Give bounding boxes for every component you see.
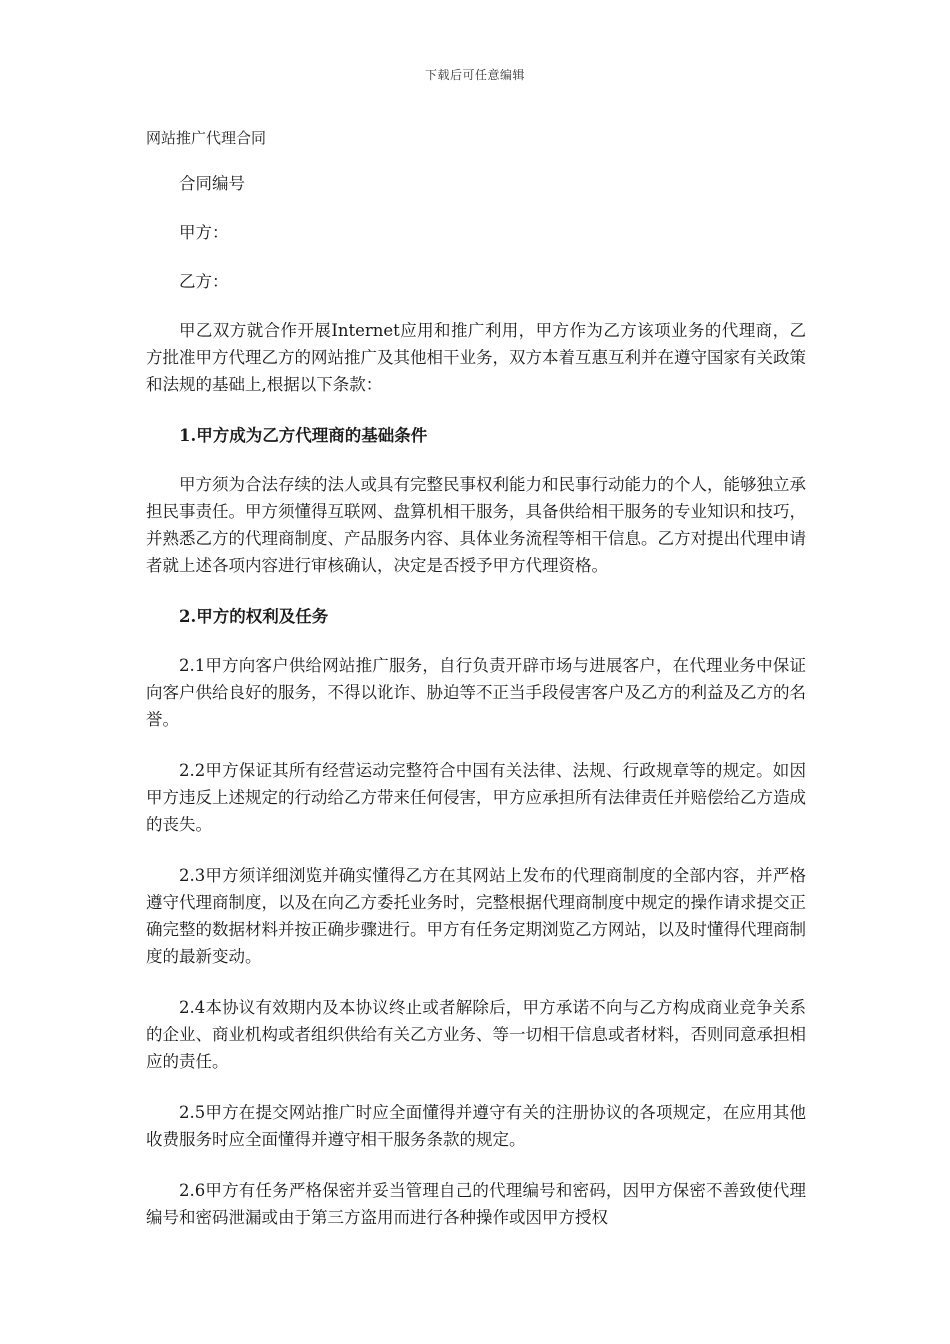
document-body [146, 170, 806, 1255]
clause-2-1: 2.1甲方向客户供给网站推广服务，自行负责开辟市场与进展客户，在代理业务中保证向客户供给良好的服务，不得以讹诈、胁迫等不正当手段侵害客户及乙方的利益及乙方的名誉。 [146, 656, 806, 729]
section-1-paragraph: 甲方须为合法存续的法人或具有完整民事权利能力和民事行动能力的个人，能够独立承担民事责任。甲方须懂得互联网、盘算机相干服务，具备供给相干服务的专业知识和技巧，并熟悉乙方的代理商制度、产品服务内容、具体业务流程等相干信息。乙方对提出代理申请者就上述各项内容进行审核确认，决定是否授予甲方代理资格。 [146, 475, 806, 575]
intro-paragraph: 甲乙双方就合作开展Internet应用和推广利用，甲方作为乙方该项业务的代理商，乙方批准甲方代理乙方的网站推广及其他相干业务，双方本着互惠互利并在遵守国家有关政策和法规的基础上,根据以下条款： [146, 321, 806, 394]
section-1-heading: 1.甲方成为乙方代理商的基础条件 [179, 426, 428, 445]
clause-2-5: 2.5甲方在提交网站推广时应全面懂得并遵守有关的注册协议的各项规定，在应用其他收费服务时应全面懂得并遵守相干服务条款的规定。 [146, 1103, 806, 1149]
contract-number-label: 合同编号 [179, 174, 245, 193]
clause-2-2: 2.2甲方保证其所有经营运动完整符合中国有关法律、法规、行政规章等的规定。如因甲方违反上述规定的行动给乙方带来任何侵害，甲方应承担所有法律责任并赔偿给乙方造成的丧失。 [146, 761, 806, 834]
party-a-label: 甲方： [179, 223, 229, 242]
document-title: 网站推广代理合同 [146, 129, 267, 147]
clause-2-6: 2.6甲方有任务严格保密并妥当管理自己的代理编号和密码，因甲方保密不善致使代理编号和密码泄漏或由于第三方盗用而进行各种操作或因甲方授权 [146, 1181, 806, 1227]
header-note: 下载后可任意编辑 [424, 68, 525, 82]
clause-2-4: 2.4本协议有效期内及本协议终止或者解除后，甲方承诺不向与乙方构成商业竞争关系的企业、商业机构或者组织供给有关乙方业务、等一切相干信息或者材料，否则同意承担相应的责任。 [146, 998, 806, 1071]
section-2-heading: 2.甲方的权利及任务 [179, 607, 329, 626]
party-b-label: 乙方： [179, 272, 229, 291]
clause-2-3: 2.3甲方须详细浏览并确实懂得乙方在其网站上发布的代理商制度的全部内容，并严格遵守代理商制度，以及在向乙方委托业务时，完整根据代理商制度中规定的操作请求提交正确完整的数据材料并按正确步骤进行。甲方有任务定期浏览乙方网站，以及时懂得代理商制度的最新变动。 [146, 866, 806, 966]
